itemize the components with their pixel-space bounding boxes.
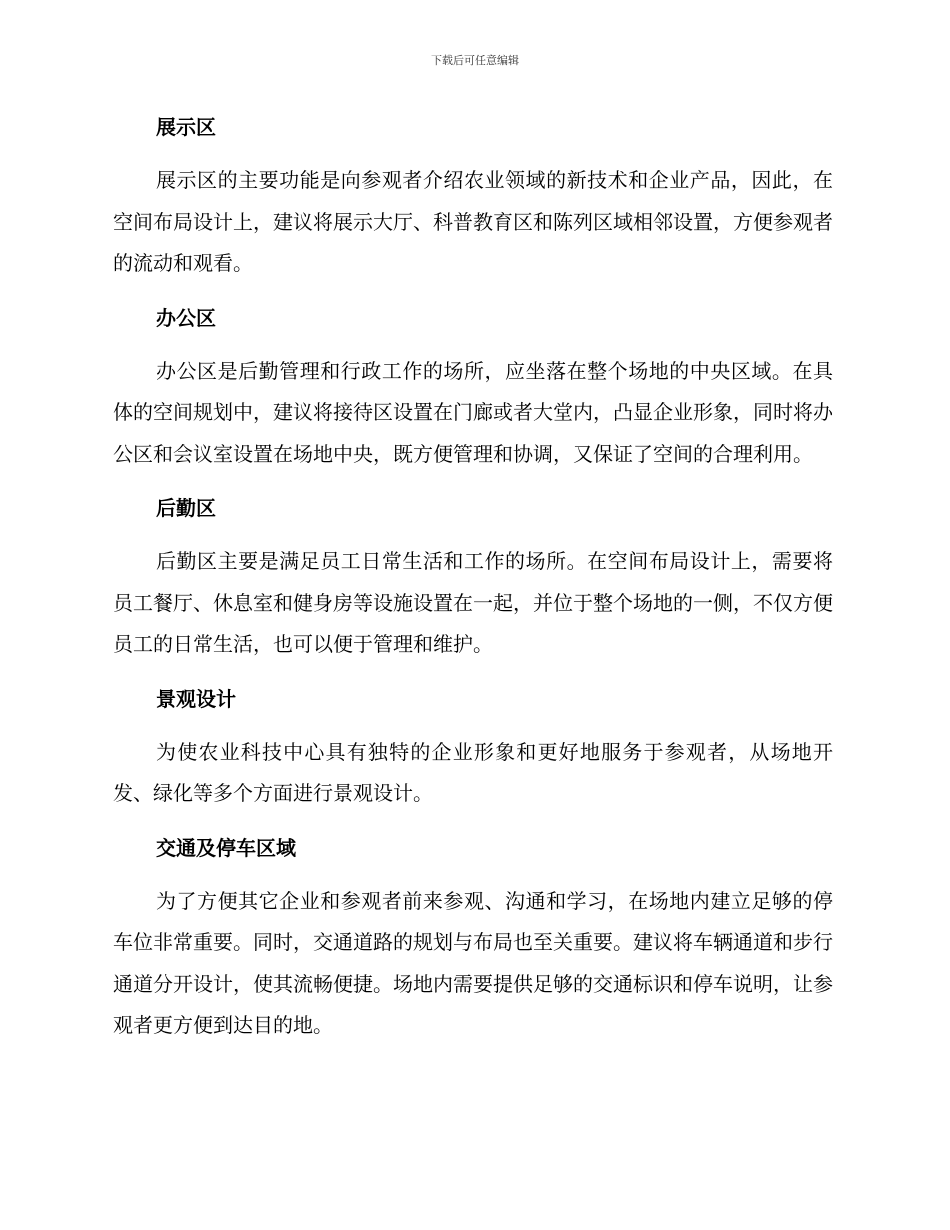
section-paragraph: 为使农业科技中心具有独特的企业形象和更好地服务于参观者，从场地开发、绿化等多个方面进行景观设计。 <box>113 739 833 805</box>
section-heading: 展示区 <box>156 115 216 139</box>
section-paragraph: 展示区的主要功能是向参观者介绍农业领域的新技术和企业产品，因此，在空间布局设计上，建议将展示大厅、科普教育区和陈列区域相邻设置，方便参观者的流动和观看。 <box>113 168 833 275</box>
section-heading: 交通及停车区域 <box>156 835 296 860</box>
section-landscape <box>113 678 833 827</box>
document-body <box>113 106 833 1047</box>
section-logistics <box>113 487 833 678</box>
section-paragraph: 办公区是后勤管理和行政工作的场所，应坐落在整个场地的中央区域。在具体的空间规划中，建议将接待区设置在门廊或者大堂内，凸显企业形象，同时将办公区和会议室设置在场地中央，既方便管理和协调，又保证了空间的合理利用。 <box>113 358 833 466</box>
section-exhibition <box>113 106 833 297</box>
section-heading: 景观设计 <box>156 686 236 711</box>
section-heading: 办公区 <box>156 305 216 330</box>
section-paragraph: 为了方便其它企业和参观者前来参观、沟通和学习，在场地内建立足够的停车位非常重要。同时，交通道路的规划与布局也至关重要。建议将车辆通道和步行通道分开设计，使其流畅便捷。场地内需要提供足够的交通标识和停车说明，让参观者更方便到达目的地。 <box>113 888 833 1037</box>
section-heading: 后勤区 <box>156 496 216 520</box>
section-traffic-parking <box>113 827 833 1047</box>
page-header-note: 下载后可任意编辑 <box>431 54 519 67</box>
section-office <box>113 297 833 488</box>
section-paragraph: 后勤区主要是满足员工日常生活和工作的场所。在空间布局设计上，需要将员工餐厅、休息室和健身房等设施设置在一起，并位于整个场地的一侧，不仅方便员工的日常生活，也可以便于管理和维护。 <box>113 549 833 656</box>
